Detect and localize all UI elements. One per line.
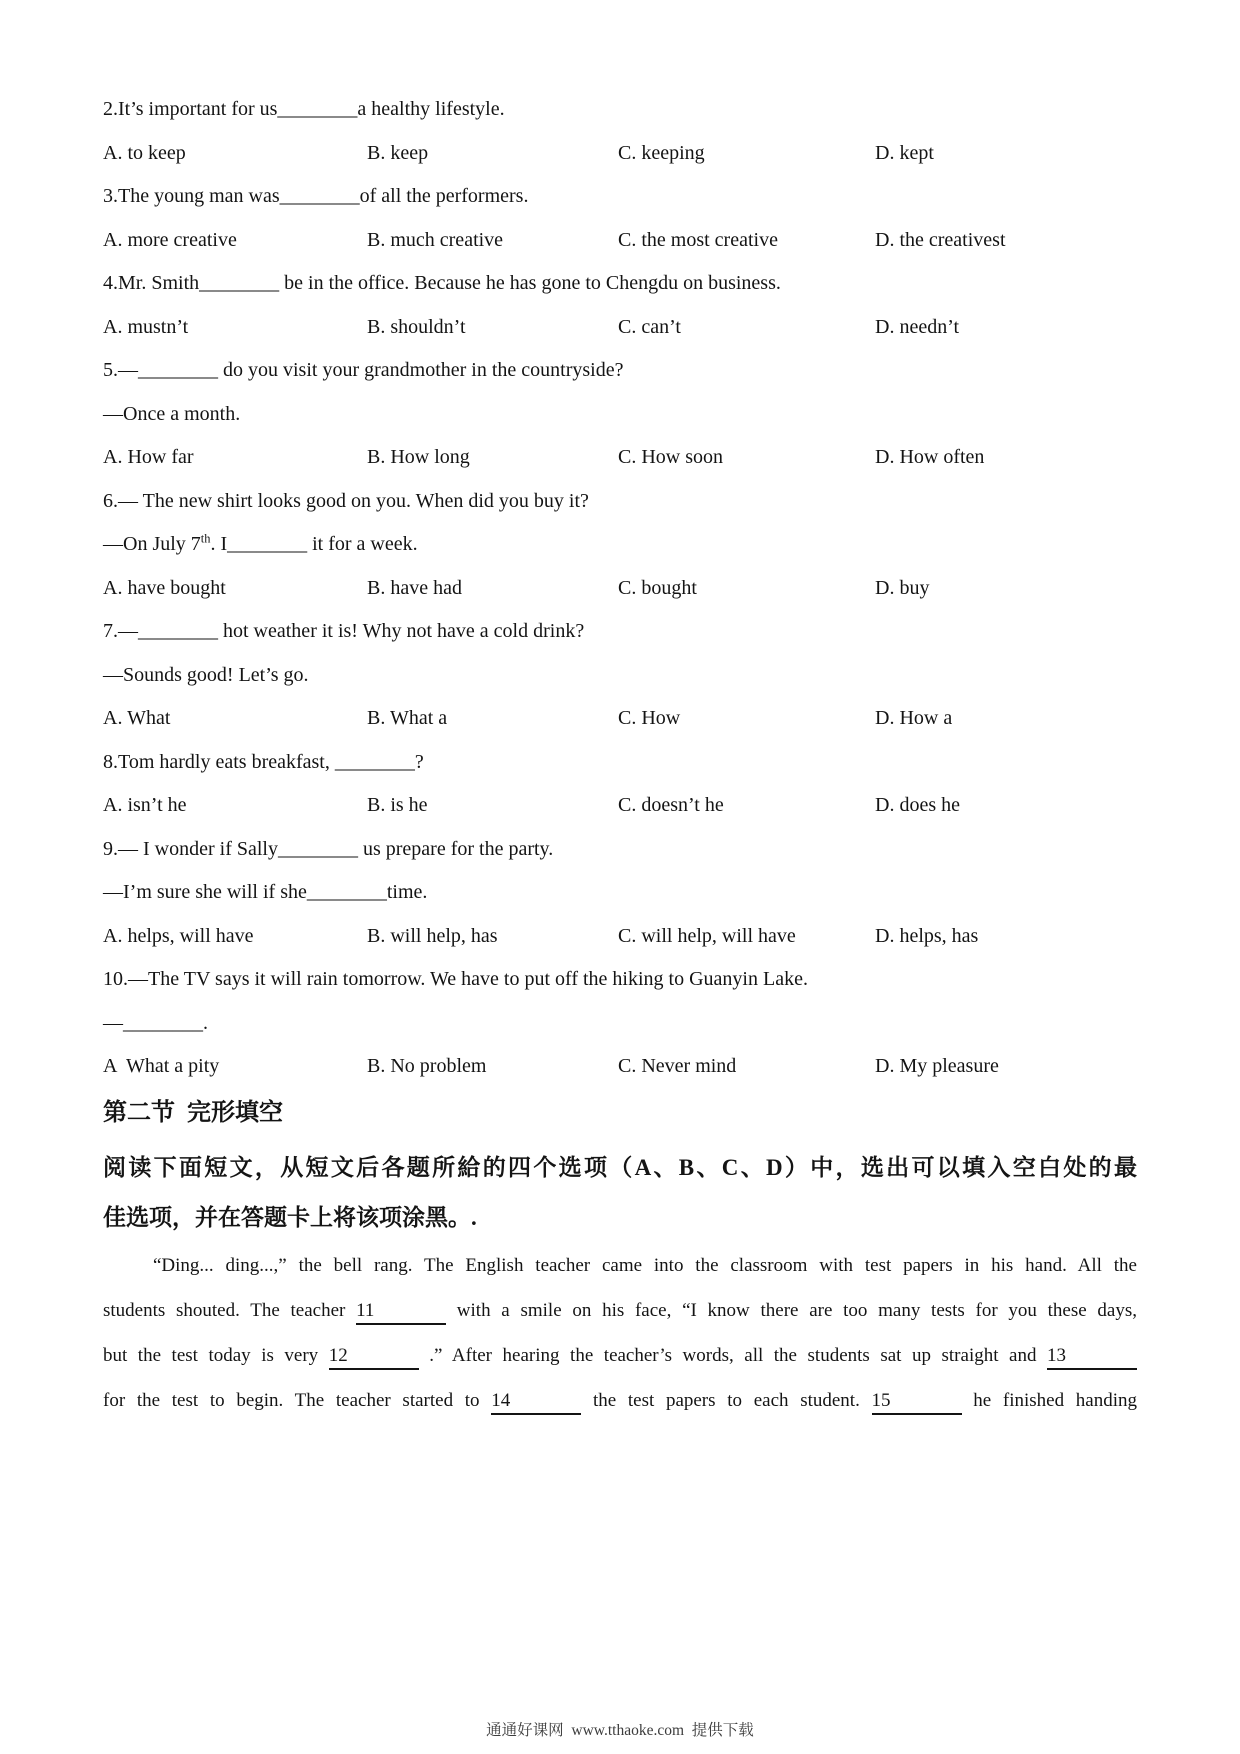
question-stem-10: 10.—The TV says it will rain tomorrow. We have to put off the hiking to Guanyin Lake.: [103, 968, 808, 990]
option-6-a: A. have bought: [103, 576, 226, 599]
option-10-c: C. Never mind: [618, 1055, 737, 1077]
option-7-c: C. How: [618, 707, 681, 729]
option-3-d: D. the creativest: [875, 228, 1006, 251]
option-4-a: A. mustn’t: [103, 315, 189, 338]
option-8-b: B. is he: [367, 794, 428, 816]
option-7-d: D. How a: [875, 707, 953, 729]
instruction-line-1: 阅读下面短文，从短文后各题所給的四个选项（A、B、C、D）中，选出可以填入空白处的最: [103, 1154, 1137, 1180]
cloze-blank-14: 14: [491, 1389, 581, 1415]
page-footer: 通通好课网 www.tthaoke.com 提供下载: [486, 1722, 754, 1739]
cloze-passage: [103, 1243, 1137, 1423]
option-9-d: D. helps, has: [875, 924, 979, 947]
options-row-9: [103, 915, 1137, 959]
question-reply-6: —On July 7th. I________ it for a week.: [103, 531, 418, 555]
option-6-c: C. bought: [618, 576, 697, 599]
options-row-5: [103, 436, 1137, 480]
question-reply-10: —________.: [103, 1011, 208, 1034]
passage-line-1: “Ding... ding...,” the bell rang. The English teacher came into the classroom with test papers in his hand. All the: [153, 1254, 1137, 1276]
cloze-blank-12: 12: [329, 1344, 419, 1370]
option-6-b: B. have had: [367, 576, 462, 599]
question-stem-6: 6.— The new shirt looks good on you. When did you buy it?: [103, 489, 589, 512]
option-4-c: C. can’t: [618, 315, 681, 338]
options-row-8: [103, 784, 1137, 828]
options-row-10: [103, 1045, 1137, 1089]
options-row-3: [103, 219, 1137, 263]
option-3-b: B. much creative: [367, 228, 504, 251]
cloze-blank-13: 13: [1047, 1344, 1137, 1370]
option-2-b: B. keep: [367, 141, 429, 164]
question-stem-3: 3.The young man was________of all the performers.: [103, 185, 529, 207]
option-5-a: A. How far: [103, 446, 194, 468]
question-stem-7: 7.—________ hot weather it is! Why not have a cold drink?: [103, 620, 585, 642]
options-row-2: [103, 132, 1137, 176]
option-3-c: C. the most creative: [618, 228, 778, 251]
option-2-d: D. kept: [875, 141, 934, 164]
question-stem-2: 2.It’s important for us________a healthy lifestyle.: [103, 98, 505, 120]
option-2-c: C. keeping: [618, 141, 705, 164]
option-4-b: B. shouldn’t: [367, 315, 466, 338]
question-reply-7: —Sounds good! Let’s go.: [103, 663, 309, 686]
question-stem-4: 4.Mr. Smith________ be in the office. Because he has gone to Chengdu on business.: [103, 272, 781, 294]
passage-line-4: for the test to begin. The teacher started to 14 the test papers to each student. 15 he finished handing: [103, 1378, 1137, 1423]
option-10-d: D. My pleasure: [875, 1055, 999, 1077]
cloze-blank-11: 11: [356, 1299, 446, 1325]
section-heading: 第二节 完形填空: [103, 1099, 283, 1126]
options-row-6: [103, 567, 1137, 611]
passage-line-3: but the test today is very 12 .” After hearing the teacher’s words, all the students sat up straight and 13: [103, 1333, 1137, 1378]
option-9-a: A. helps, will have: [103, 924, 254, 947]
question-reply-9: —I’m sure she will if she________time.: [103, 881, 428, 903]
passage-line-2: students shouted. The teacher 11 with a smile on his face, “I know there are too many tests for you these days,: [103, 1288, 1137, 1333]
option-7-b: B. What a: [367, 707, 448, 729]
question-stem-5: 5.—________ do you visit your grandmother in the countryside?: [103, 359, 624, 381]
option-10-b: B. No problem: [367, 1055, 487, 1077]
option-4-d: D. needn’t: [875, 315, 960, 338]
option-9-b: B. will help, has: [367, 924, 498, 947]
option-5-c: C. How soon: [618, 446, 724, 468]
question-reply-5: —Once a month.: [103, 402, 241, 425]
cloze-blank-15: 15: [872, 1389, 962, 1415]
option-10-a: A What a pity: [103, 1055, 220, 1077]
cloze-instructions: [103, 1143, 1137, 1243]
option-8-d: D. does he: [875, 794, 960, 816]
option-6-d: D. buy: [875, 576, 930, 599]
option-5-b: B. How long: [367, 446, 470, 468]
options-row-7: [103, 697, 1137, 741]
options-row-4: [103, 306, 1137, 350]
option-8-c: C. doesn’t he: [618, 794, 724, 816]
superscript: th: [200, 531, 211, 546]
option-8-a: A. isn’t he: [103, 794, 187, 816]
option-2-a: A. to keep: [103, 141, 186, 164]
option-3-a: A. more creative: [103, 228, 237, 251]
question-stem-9: 9.— I wonder if Sally________ us prepare for the party.: [103, 837, 554, 860]
option-7-a: A. What: [103, 707, 171, 729]
option-9-c: C. will help, will have: [618, 924, 796, 947]
question-stem-8: 8.Tom hardly eats breakfast, ________?: [103, 750, 424, 773]
option-5-d: D. How often: [875, 446, 985, 468]
instruction-line-2: 佳选项，并在答题卡上将该项涂黑。.: [103, 1204, 477, 1230]
